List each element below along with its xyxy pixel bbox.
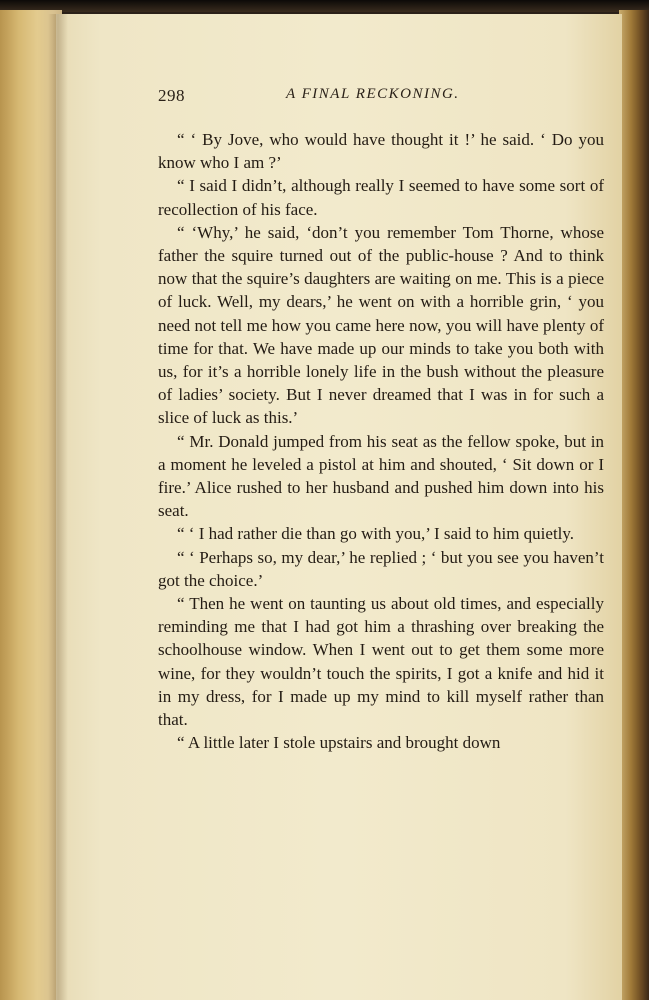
page-number: 298: [158, 86, 185, 105]
body-text: [158, 128, 604, 754]
scan-top-edge: [0, 0, 649, 12]
page-header: [158, 86, 604, 110]
paragraph: “ ‘ Perhaps so, my dear,’ he replied ; ‘ but you see you haven’t got the choice.’: [158, 547, 604, 590]
page-stack-edge: [619, 10, 649, 1000]
paragraph: “ Mr. Donald jumped from his seat as the fellow spoke, but in a moment he leveled a pistol at him and shouted, ‘ Sit down or I fire.’ Alice rushed to her husband and pushed him down into his seat.: [158, 431, 604, 521]
paragraph: “ ‘ I had rather die than go with you,’ I said to him quietly.: [177, 524, 575, 544]
paragraph: “ ‘ By Jove, who would have thought it !’ he said. ‘ Do you know who I am ?’: [158, 130, 604, 173]
gutter-shadow: [48, 14, 68, 1000]
paragraph: “ ‘Why,’ he said, ‘don’t you remember Tom Thorne, whose father the squire turned out of the public-house ? And to think now that the squire’s daughters are waiting on me. This is a piece of luck. Well, my dears,’ he went on with a horrible grin, ‘ you need not tell me how you came here now, you will have plenty of time for that. We have made up our minds to take you both with us, for it’s a horrible lonely life in the bush without the pleasure of ladies’ society. But I never dreamed that I was in for such a slice of luck as this.’: [158, 222, 604, 428]
paragraph: “ Then he went on taunting us about old times, and especially reminding me that I had got him a thrashing over breaking the schoolhouse window. When I went out to get them some more wine, for they wouldn’t touch the spirits, I got a knife and hid it in my dress, for I made up my mind to kill myself rather than that.: [158, 594, 604, 730]
running-head: A FINAL RECKONING.: [286, 86, 460, 102]
paragraph: “ I said I didn’t, although really I seemed to have some sort of recollection of his face.: [158, 176, 604, 219]
paragraph: “ A little later I stole upstairs and brought down: [177, 733, 501, 753]
